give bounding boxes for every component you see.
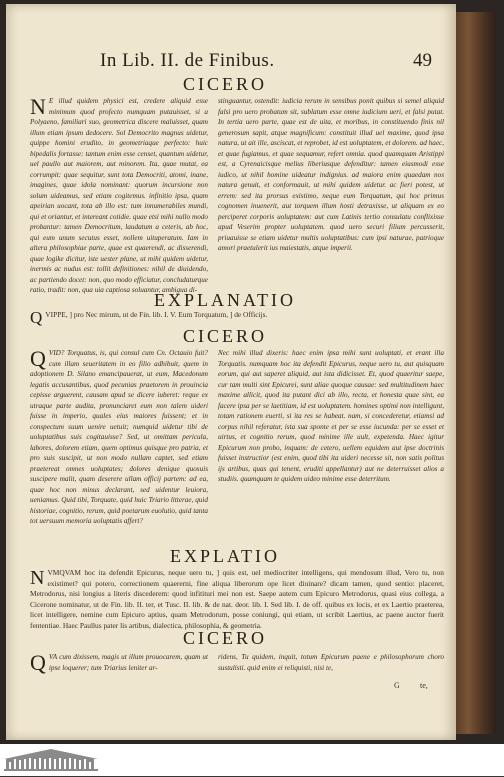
drop-cap: N [30, 94, 46, 119]
section-heading-cicero: CICERO [182, 326, 267, 346]
block2-right-column [218, 348, 444, 540]
drop-cap: N [30, 567, 45, 589]
block2-left-text: VID? Torquatus, is, qui consul cum Cn. Octauio fuit? cum illam seueritatem in eo filio adhibuit, quem in adoptionem D. Silano emancipauerat, ut eum, Macedonum legatis accusantibus, quod pecunias praetorem in prouincia cepisse arguerent, causam apud se dicere iuberet: reque ex utraque parte audita, pronunciaret eum non talem uideri fuisse in imperio, quales eius maiores fuissent; et in conspectum suum uenire uetuit; numquid uidetur tibi de uoluptatibus suis cogitauisse? Sed, ut omittam pericula, labores, dolorem etiam, quem optimus quisque pro patria, et pro suis suscipit, ut non modo nullam captet, sed etiam praetereat omnes uoluptates; dolores denique quosuis suscipere malit, quam deserere ullam officij partem: ad ea, quae hoc non minus declarant, sed uidentur leuiora, ueniamus. Quid tibi, Torquate, quid huic Triario litterae, quid historiae, cognitio, rerum, quid poetarum euolutio, quid tanta tot uersuum memoria uoluptatis affert? [30, 349, 208, 525]
block1-right-text: stinguantur, ostendit: iudicia rerum in sensibus ponit quibus si semel aliquid falsi pro uero probatum sit, sublatum esse omne iudicium ueri, et falsi putat. In tertia uero parte, quae est de uita, et moribus, in constituendo finis nil generosum sapit, atque magnificum: constituit illud uel maxime, quod ipsa natura, ut ait ille, asciscat, et reprobet, id est uoluptatem, et dolorem. ad haec, et quae fugiamus, et quae sequamur, refert omnia. quod quamquam Aristippi est, a Cyrenaicisque melius liberiusque defenditur: tamen eiusmodi esse iudico, ut nihil homine uideatur indignius. ad maiora enim quaedam nos natura genuit, et conformauit, ut mihi quidem uidetur. ac fieri potest, ut errem: sed ita prorsus existimo, neque eum Torquatum, qui hoc primus cognomen inuenerit, aut torquem illum hosti detraxisse, ut aliquam ex eo perciperet corporis uoluptatem: aut cum Latinis tertio consulatu conflixisse apud Veserim propter uoluptatem. quod uero securi filium percusserit, priuauisse se etiam uidetur multis uoluptatibus: cum ipsi naturae, patrioque amori praetulerit ius maiestatis, atque imperii. [218, 97, 444, 252]
library-logo [4, 747, 134, 777]
library-logo-icon [4, 747, 134, 773]
block1-left-column [30, 94, 208, 294]
signature-mark: G [394, 681, 400, 690]
explanatio-text: VIPPE, ] pro Nec mirum, ut de Fin. lib. I. V. Eum Torquatum, ] de Officijs. [45, 310, 268, 319]
block3-right-column [218, 652, 444, 676]
block3-left-column [30, 652, 208, 676]
explanatio-note [30, 310, 444, 326]
catchword: te, [420, 681, 428, 690]
block1-left-text: E illud quidem physici est, credere aliquid esse minimum quod profecto numquam putauisset, si a Polyaeno, familiari suo, geometrica discere maluisset, quam illum etiam ipsum dedocere. Sol Democrito magnus uidetur, quippe homini erudito, in geometriaque perfecto: huic bipedalis fortasse: tantum enim esse censet, quantum uidetur, uel paullo aut maiorem, aut minorem. Ita, quae mutat, ea corrumpit: quae sequitur, sunt tota Democriti, atomi, inane, imagines, quae idola nominant: quorum incursione non solum uideamus, sed etiam cogitemus. infinitio ipsa, quam apeirian uocant, tota ab illo est: tum innumerabiles mundi, qui et oriantur, et intereant cotidie. quae etsi mihi nullo modo probantur: tamen Democritum, laudatum a ceteris, ab hoc, qui eum unum secutus esset, nollem uituperatum. Iam in altera philosophiae parte, quae est quaerendi, ac disserendi, quae logike dicitur, iste uester plane, ut mihi quidem uidetur, inermis ac nudus est: tollit definitiones: nihil de diuidendo, ac partiendo docet: non, quo modo efficiatur, concludaturque ratio, tradit: non, qua uia captiosa soluantur, ambigua di- [30, 97, 208, 294]
section-heading-cicero: CICERO [182, 74, 267, 94]
section-heading-explatio: EXPLATIO [170, 546, 280, 566]
block1-right-column [218, 96, 444, 286]
drop-cap: Q [30, 346, 46, 371]
explatio-note [30, 567, 444, 630]
book-edge [456, 12, 496, 734]
page-number: 49 [413, 50, 432, 71]
section-heading-cicero: CICERO [182, 628, 267, 648]
running-title: In Lib. II. de Finibus. [100, 50, 275, 71]
drop-cap: Q [30, 650, 46, 675]
section-heading-explanatio: EXPLANATIO [154, 290, 296, 310]
block2-right-text: Nec mihi illud dixeris: haec enim ipsa mihi sunt uoluptati, et erant illa Torquatis. numquam hoc ita defendit Epicurus, neque uero tu, aut quisquam eorum, qui aut saperet aliquid, aut ista didicisset. Et, quod quaeritur saepe, cur tam multi sint Epicurei, sunt aliae quoque causae: sed multitudinem haec maxime allicit, quod ita putant dici ab illo, recta, et honesta quae sint, ea facere ipsa per se laetitiam, id est uoluptatem. homines optimi non intelligunt, totam rationem euerti, si ita res se habeat. nam, si concederetur, etiamsi ad corpus nihil referatur, ista sua sponte et per se esse iucunda: per se esset et uirtus, et cognitio rerum, quod minime ille uult, expetenda. Haec igitur Epicurum non probo, inquam: de cetero, uellem equidem aut ipse doctrinis fuisset instructior (est enim, quod tibi ita uideri necesse sit, non satis politus ijs artibus, quas qui tenent, eruditi appellantur) aut ne deterruisset alios a studiis. quamquam te quidem uideo minime esse deterritum. [218, 349, 444, 483]
block3-right-text: ridens, Tu quidem, inquit, totum Epicurum paene e philosophorum choro sustulisti. quid enim ei reliquisti, nisi te, [218, 653, 444, 672]
explatio-text: VMQVAM hoc ita defendit Epicurus, neque uero tu, ] quis est, uel mediocriter intelligens, qui mendosum illud, Vero tu, non existimet? qui potero, correctionem quaererni, fine aliqua liberorum ope licet diuinare? dicam tamen, quod sentio: placeret, Metrodorus, nisi longius a literis discederem: quod infitituri mei non est. Saepe autem cum Epicuro Metrodorus, quasi eius collega, a Cicerone nominatur, ut de Fin. lib. II. ter, et Tusc. II. lib. & de nat. deor. lib. I. Sed lib. I. de off. quibus ex locis, et ex Laertio praeterea, licet intelligere, nemine cum Epicuro aptius, quam Metrodorum, posse coniungi, qui etiam, ut scribit Laertius, ac paene auctor fuerit fententiae. Haec Paullus pater lis artibus, dialectica, philosophia, & geometria. [30, 568, 444, 630]
block3-left-text: VA cum dixissem, magis ut illum prouocarem, quam ut ipse loquerer; tum Triarius leniter ar- [48, 653, 208, 672]
drop-cap: Q [30, 308, 43, 327]
block2-left-column [30, 348, 208, 540]
